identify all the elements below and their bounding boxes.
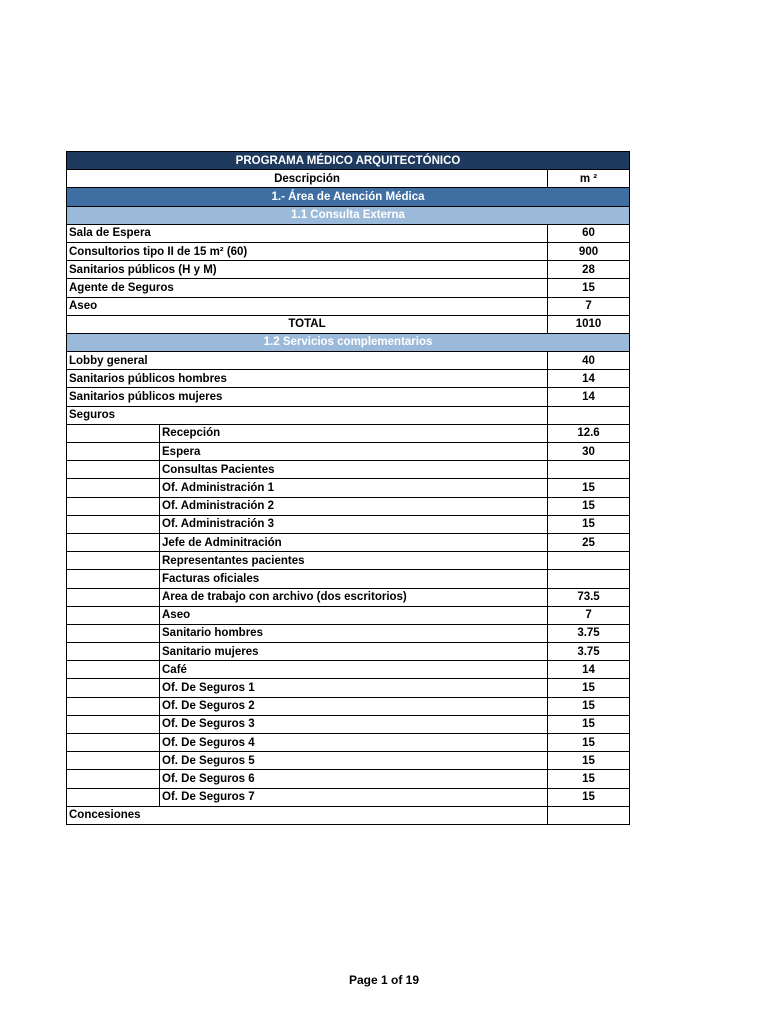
row-description: Lobby general [67,352,548,370]
indent-cell [67,552,160,570]
row-description: Sanitario mujeres [160,643,548,661]
row-description: Sanitario hombres [160,624,548,642]
row-value: 15 [548,752,630,770]
table-row [67,279,630,297]
indent-cell [67,461,160,479]
indent-cell [67,497,160,515]
row-description: Agente de Seguros [67,279,548,297]
row-value: 15 [548,279,630,297]
indent-cell [67,770,160,788]
row-value: 14 [548,388,630,406]
indent-cell [67,424,160,442]
row-description: Aseo [67,297,548,315]
table-row-sub-item [67,697,630,715]
medical-program-table [66,151,630,825]
indent-cell [67,588,160,606]
table-row-sub-item [67,752,630,770]
table-row-sub-item [67,588,630,606]
table-row-sub-item [67,788,630,806]
row-value [548,461,630,479]
row-value: 25 [548,533,630,551]
table-row-sub-item [67,461,630,479]
table-row-sub-item [67,497,630,515]
section-title: 1.- Área de Atención Médica [67,188,630,206]
description-header: Descripción [67,170,548,188]
table-row-sub-item [67,533,630,551]
indent-cell [67,479,160,497]
row-description: Of. De Seguros 4 [160,734,548,752]
table-row-sub-item [67,515,630,533]
table-row [67,224,630,242]
row-description: Of. Administración 1 [160,479,548,497]
section-row [67,188,630,206]
indent-cell [67,661,160,679]
table-row-sub-item [67,606,630,624]
table-row-sub-item [67,661,630,679]
indent-cell [67,697,160,715]
row-value: 28 [548,261,630,279]
indent-cell [67,715,160,733]
table-row-sub-item [67,424,630,442]
row-description: Of. De Seguros 2 [160,697,548,715]
row-description: Representantes pacientes [160,552,548,570]
indent-cell [67,788,160,806]
table-row-sub-item [67,715,630,733]
table-row-sub-item [67,552,630,570]
indent-cell [67,606,160,624]
table-row [67,806,630,824]
row-value: 15 [548,479,630,497]
row-description: Sanitarios públicos (H y M) [67,261,548,279]
indent-cell [67,752,160,770]
row-description: Of. De Seguros 6 [160,770,548,788]
row-description: Of. Administración 2 [160,497,548,515]
table-title: PROGRAMA MÉDICO ARQUITECTÓNICO [67,152,630,170]
table-row-sub-item [67,734,630,752]
row-value: 73.5 [548,588,630,606]
table-row-sub-item [67,479,630,497]
row-description: Sanitarios públicos hombres [67,370,548,388]
total-value: 1010 [548,315,630,333]
row-value: 15 [548,715,630,733]
row-description: Espera [160,443,548,461]
indent-cell [67,570,160,588]
row-value: 7 [548,606,630,624]
column-header-row [67,170,630,188]
row-description: Area de trabajo con archivo (dos escritorios) [160,588,548,606]
table-row-sub-item [67,643,630,661]
table-row-sub-item [67,624,630,642]
table-title-row [67,152,630,170]
row-description: Of. De Seguros 3 [160,715,548,733]
table-row [67,370,630,388]
table-row [67,388,630,406]
row-value: 30 [548,443,630,461]
row-value [548,570,630,588]
row-value: 15 [548,697,630,715]
row-description: Sala de Espera [67,224,548,242]
table-row [67,352,630,370]
row-description: Of. De Seguros 5 [160,752,548,770]
row-description: Consultorios tipo II de 15 m² (60) [67,242,548,260]
row-description: Of. De Seguros 7 [160,788,548,806]
row-value: 15 [548,770,630,788]
indent-cell [67,679,160,697]
table-row [67,297,630,315]
row-description: Aseo [160,606,548,624]
row-description: Café [160,661,548,679]
row-description: Facturas oficiales [160,570,548,588]
table-row [67,261,630,279]
row-description: Of. De Seguros 1 [160,679,548,697]
row-value: 15 [548,515,630,533]
subsection-row [67,333,630,351]
row-value [548,406,630,424]
indent-cell [67,443,160,461]
row-description: Concesiones [67,806,548,824]
row-value [548,806,630,824]
indent-cell [67,734,160,752]
total-row [67,315,630,333]
row-value: 60 [548,224,630,242]
row-value: 15 [548,788,630,806]
indent-cell [67,624,160,642]
subsection-row [67,206,630,224]
table-row-sub-item [67,570,630,588]
row-value: 14 [548,661,630,679]
table-row-sub-item [67,770,630,788]
row-value: 3.75 [548,643,630,661]
row-value: 40 [548,352,630,370]
row-value: 12.6 [548,424,630,442]
area-header: m ² [548,170,630,188]
table-row-sub-item [67,679,630,697]
row-description: Seguros [67,406,548,424]
row-value: 7 [548,297,630,315]
row-value: 14 [548,370,630,388]
indent-cell [67,515,160,533]
subsection-title: 1.2 Servicios complementarios [67,333,630,351]
row-description: Of. Administración 3 [160,515,548,533]
page-number: Page 1 of 19 [348,973,420,987]
table-row-sub-item [67,443,630,461]
row-value: 900 [548,242,630,260]
row-description: Sanitarios públicos mujeres [67,388,548,406]
row-value: 15 [548,497,630,515]
total-label: TOTAL [67,315,548,333]
row-description: Jefe de Adminitración [160,533,548,551]
row-description: Consultas Pacientes [160,461,548,479]
table-row [67,406,630,424]
row-value: 15 [548,734,630,752]
subsection-title: 1.1 Consulta Externa [67,206,630,224]
row-value: 3.75 [548,624,630,642]
row-value [548,552,630,570]
indent-cell [67,533,160,551]
row-value: 15 [548,679,630,697]
table-row [67,242,630,260]
row-description: Recepción [160,424,548,442]
indent-cell [67,643,160,661]
